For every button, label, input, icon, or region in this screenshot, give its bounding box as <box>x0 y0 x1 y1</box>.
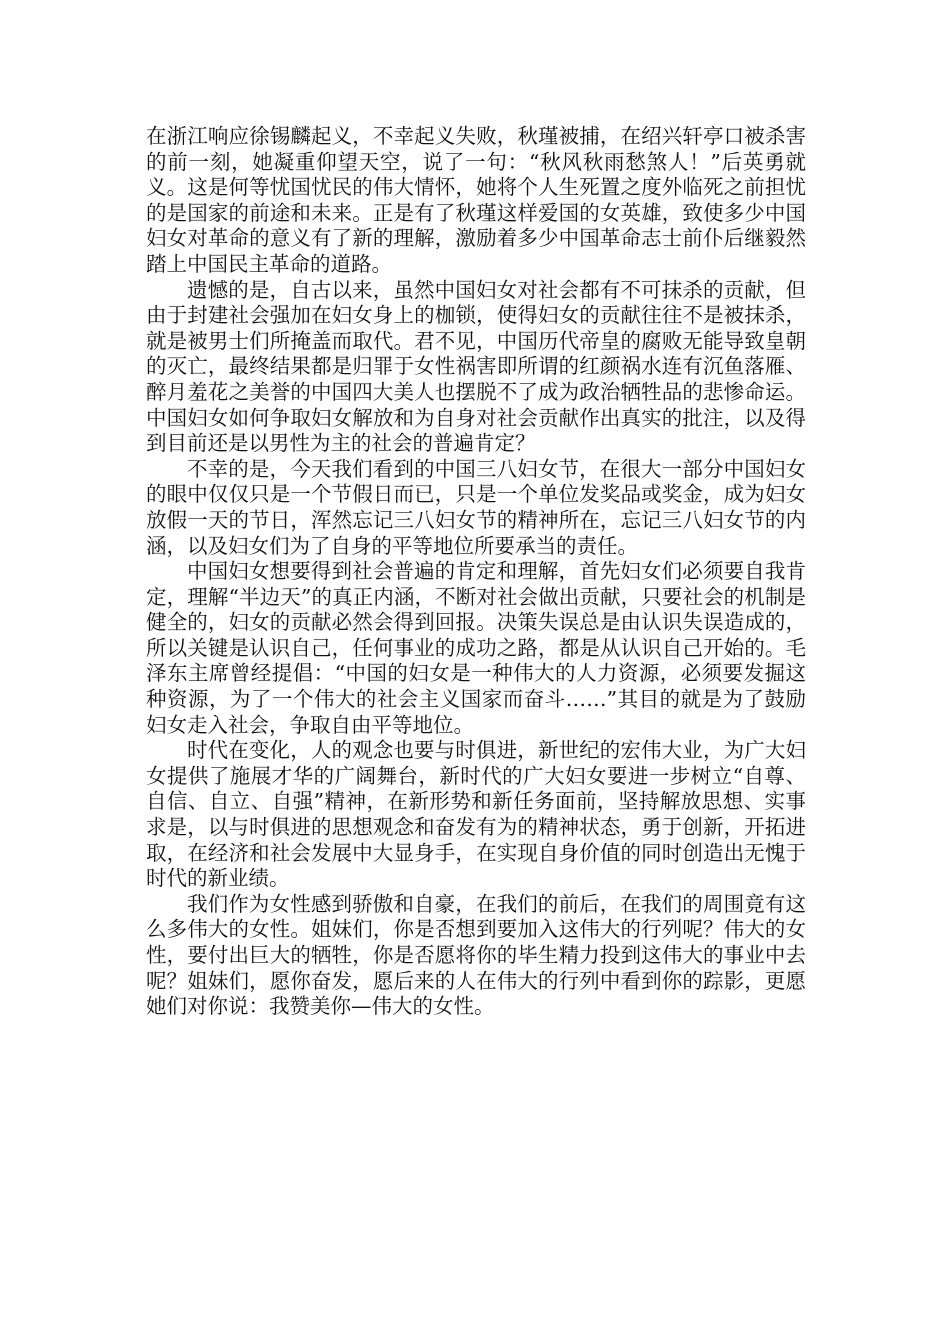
paragraph-1: 在浙江响应徐锡麟起义，不幸起义失败，秋瑾被捕，在绍兴轩亭口被杀害的前一刻，她凝重仰望天空，说了一句：“秋风秋雨愁煞人！”后英勇就义。这是何等忧国忧民的伟大情怀，她将个人生死置之度外临死之前担忧的是国家的前途和未来。正是有了秋瑾这样爱国的女英雄，致使多少中国妇女对革命的意义有了新的理解，激励着多少中国革命志士前仆后继毅然踏上中国民主革命的道路。 <box>146 124 806 276</box>
document-body <box>146 124 806 1020</box>
paragraph-6: 我们作为女性感到骄傲和自豪，在我们的前后，在我们的周围竟有这么多伟大的女性。姐妹们，你是否想到要加入这伟大的行列呢？伟大的女性，要付出巨大的牺牲，你是否愿将你的毕生精力投到这伟大的事业中去呢？姐妹们，愿你奋发，愿后来的人在伟大的行列中看到你的踪影，更愿她们对你说：我赞美你—伟大的女性。 <box>146 891 806 1019</box>
paragraph-3: 不幸的是，今天我们看到的中国三八妇女节，在很大一部分中国妇女的眼中仅仅只是一个节假日而已，只是一个单位发奖品或奖金，成为妇女放假一天的节日，浑然忘记三八妇女节的精神所在，忘记三八妇女节的内涵，以及妇女们为了自身的平等地位所要承当的责任。 <box>146 456 806 558</box>
paragraph-2: 遗憾的是，自古以来，虽然中国妇女对社会都有不可抹杀的贡献，但由于封建社会强加在妇女身上的枷锁，使得妇女的贡献往往不是被抹杀，就是被男士们所掩盖而取代。君不见，中国历代帝皇的腐败无能导致皇朝的灭亡，最终结果都是归罪于女性祸害即所谓的红颜祸水连有沉鱼落雁、醉月羞花之美誉的中国四大美人也摆脱不了成为政治牺牲品的悲惨命运。中国妇女如何争取妇女解放和为自身对社会贡献作出真实的批注，以及得到目前还是以男性为主的社会的普遍肯定？ <box>146 277 806 456</box>
paragraph-4: 中国妇女想要得到社会普遍的肯定和理解，首先妇女们必须要自我肯定，理解“半边天”的真正内涵，不断对社会做出贡献，只要社会的机制是健全的，妇女的贡献必然会得到回报。决策失误总是由认识失误造成的，所以关键是认识自己，任何事业的成功之路，都是从认识自己开始的。毛泽东主席曾经提倡：“中国的妇女是一种伟大的人力资源，必须要发掘这种资源，为了一个伟大的社会主义国家而奋斗……”其目的就是为了鼓励妇女走入社会，争取自由平等地位。 <box>146 559 806 737</box>
paragraph-5: 时代在变化，人的观念也要与时俱进，新世纪的宏伟大业，为广大妇女提供了施展才华的广阔舞台，新时代的广大妇女要进一步树立“自尊、自信、自立、自强”精神，在新形势和新任务面前，坚持解放思想、实事求是，以与时俱进的思想观念和奋发有为的精神状态，勇于创新，开拓进取，在经济和社会发展中大显身手，在实现自身价值的同时创造出无愧于时代的新业绩。 <box>146 738 806 891</box>
